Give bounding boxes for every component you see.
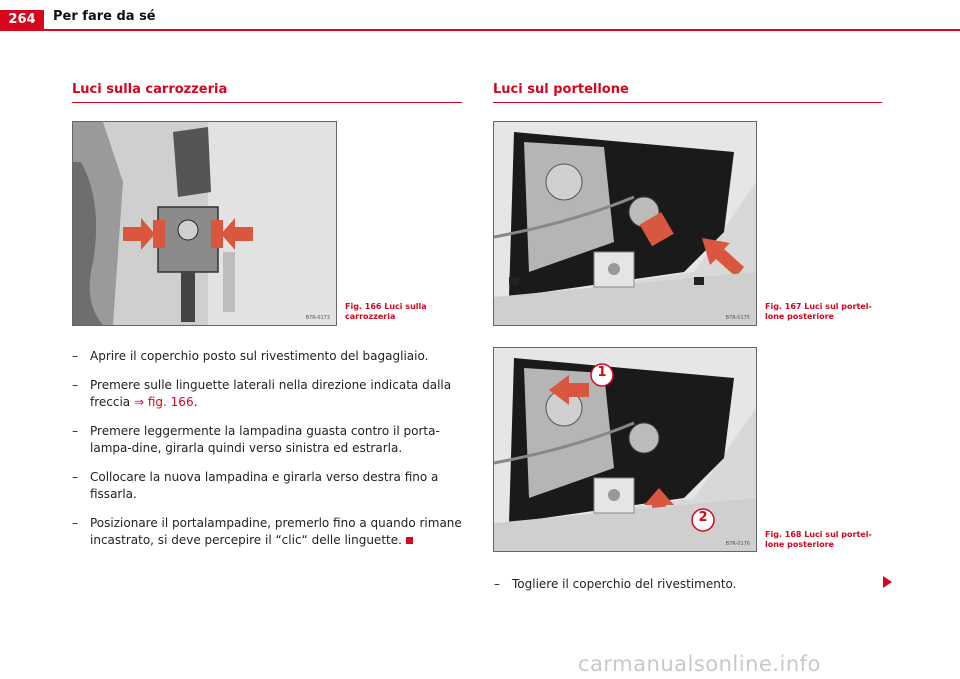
figure-code: B7R-0176 bbox=[725, 541, 750, 547]
list-item: – Togliere il coperchio del rivestimento. bbox=[494, 577, 737, 591]
figure-166-illustration bbox=[73, 122, 336, 325]
header-rule bbox=[0, 29, 960, 31]
figure-reference-link[interactable]: ⇒ fig. 166 bbox=[134, 395, 194, 409]
end-of-section-mark bbox=[406, 537, 413, 544]
list-item: – Aprire il coperchio posto sul rivestimento del bagagliaio. bbox=[72, 349, 429, 363]
continue-arrow-icon bbox=[883, 576, 892, 588]
caption-fig-166: Fig. 166 Luci sulla carrozzeria bbox=[345, 302, 427, 321]
figure-167-illustration bbox=[494, 122, 756, 325]
figure-code: B7R-0173 bbox=[305, 315, 330, 321]
list-item: – Posizionare il portalampadine, premerlo fino a quando rimane incastrato, si deve percepire il “clic“ delle linguette. bbox=[72, 516, 462, 547]
caption-fig-168: Fig. 168 Luci sul portel- lone posteriore bbox=[765, 530, 872, 549]
list-item: – Collocare la nuova lampadina e girarla verso destra fino a fissarla. bbox=[72, 470, 439, 501]
list-item: – Premere sulle linguette laterali nella direzione indicata dalla freccia ⇒ fig. 166. bbox=[72, 378, 452, 409]
callout-label-2: 2 bbox=[698, 510, 708, 525]
watermark: carmanualsonline.info bbox=[578, 652, 821, 676]
list-item: – Premere leggermente la lampadina guasta contro il porta-lampa-dine, girarla quindi verso sinistra ed estrarla. bbox=[72, 424, 440, 455]
page-header bbox=[0, 0, 960, 30]
caption-fig-167: Fig. 167 Luci sul portel- lone posteriore bbox=[765, 302, 872, 321]
section-title-portellone: Luci sul portellone bbox=[493, 82, 882, 103]
callout-label-1: 1 bbox=[597, 365, 607, 380]
page-number: 264 bbox=[0, 10, 44, 30]
instruction-list bbox=[72, 348, 464, 561]
figure-168-illustration bbox=[494, 348, 756, 551]
chapter-title: Per fare da sé bbox=[53, 9, 156, 24]
figure-166 bbox=[72, 121, 337, 326]
figure-168 bbox=[493, 347, 757, 552]
figure-167 bbox=[493, 121, 757, 326]
section-title-carrozzeria: Luci sulla carrozzeria bbox=[72, 82, 462, 103]
figure-code: B7R-0175 bbox=[725, 315, 750, 321]
